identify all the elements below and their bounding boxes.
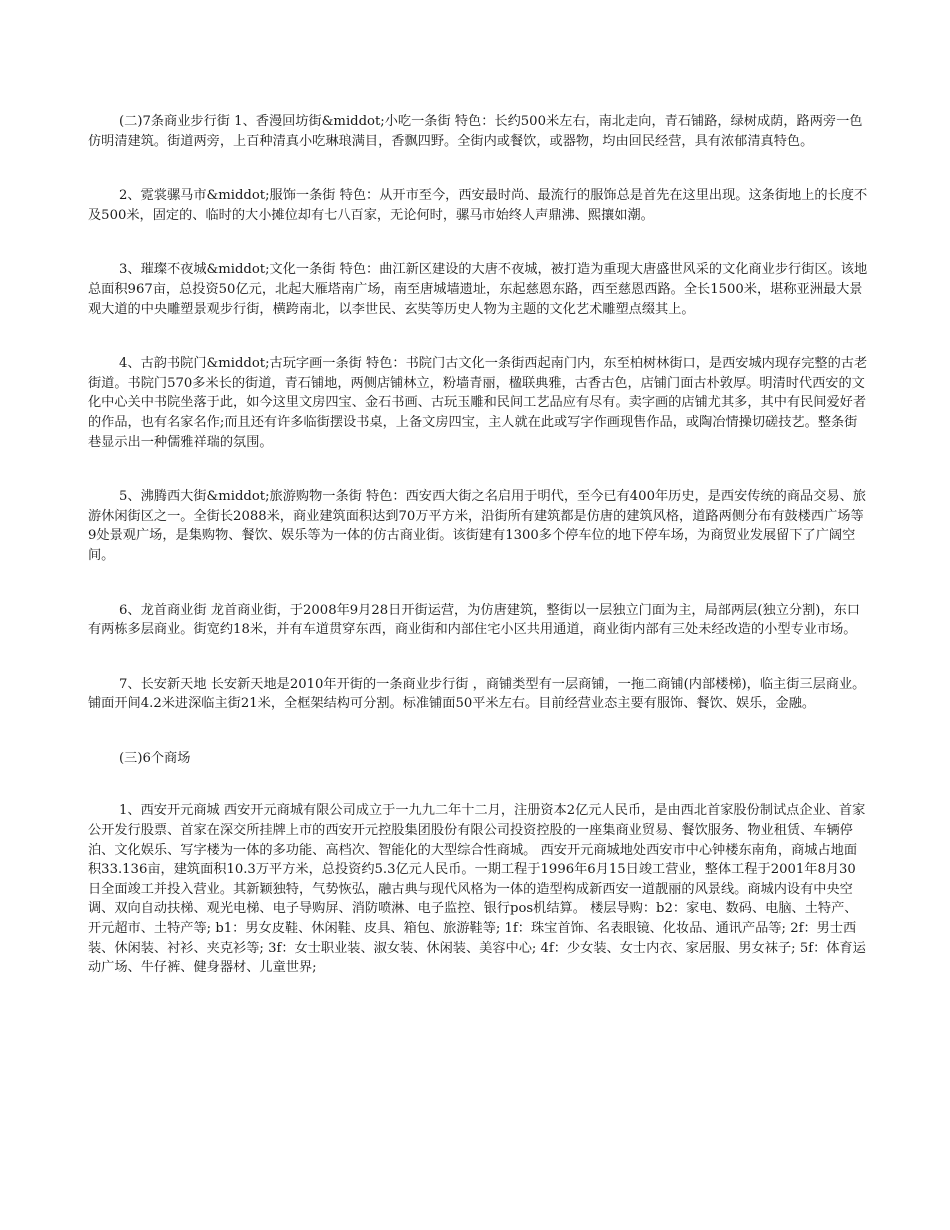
section-heading-malls: (三)6个商场 bbox=[119, 750, 191, 766]
paragraph-mall-1: 1、西安开元商城 西安开元商城有限公司成立于一九九二年十二月，注册资本2亿元人民币，是由西北首家股份制试点企业、首家公开发行股票、首家在深交所挂牌上市的西安开元控股集团股份有限公司投资控股的一座集商业贸易、餐饮服务、物业租赁、车辆停泊、文化娱乐、写字楼为一体的多功能、高档次、智能化的大型综合性商城。 西安开元商城地处西安市中心钟楼东南角，商城占地面积33.136亩，建筑面积10.3万平方米，总投资约5.3亿元人民币。一期工程于1996年6月15日竣工营业，整体工程于2001年8月30日全面竣工并投入营业。其新颖独特，气势恢弘，融古典与现代风格为一体的造型构成新西安一道靓丽的风景线。商城内设有中央空调、双向自动扶梯、观光电梯、电子导购屏、消防喷淋、电子监控、银行pos机结算。 楼层导购：b2：家电、数码、电脑、土特产、开元超市、土特产等; b1：男女皮鞋、休闲鞋、皮具、箱包、旅游鞋等; 1f：珠宝首饰、名表眼镜、化妆品、通讯产品等; 2f：男士西装、休闲装、衬衫、夹克衫等; 3f：女士职业装、淑女装、休闲装、美容中心; 4f：少女装、女士内衣、家居服、男女袜子; 5f：体育运动广场、牛仔裤、健身器材、儿童世界; bbox=[88, 803, 866, 976]
paragraph-street-2: 2、霓裳骡马市&middot;服饰一条街 特色：从开市至今，西安最时尚、最流行的服饰总是首先在这里出现。这条街地上的长度不及500米，固定的、临时的大小摊位却有七八百家，无论何时，骡马市始终人声鼎沸、熙攘如潮。 bbox=[88, 188, 868, 223]
paragraph-street-5: 5、沸腾西大街&middot;旅游购物一条街 特色：西安西大街之名启用于明代，至今已有400年历史，是西安传统的商品交易、旅游休闲街区之一。全街长2088米，商业建筑面积达到70万平方米，沿街所有建筑都是仿唐的建筑风格，道路两侧分布有鼓楼西广场等9处景观广场，是集购物、餐饮、娱乐等为一体的仿古商业街。该街建有1300多个停车位的地下停车场，为商贸业发展留下了广阔空间。 bbox=[88, 489, 866, 563]
paragraph-street-3: 3、璀璨不夜城&middot;文化一条街 特色：曲江新区建设的大唐不夜城，被打造为重现大唐盛世风采的文化商业步行街区。该地总面积967亩，总投资50亿元，北起大雁塔南广场，南至唐城墙遗址，东起慈恩东路，西至慈恩西路。全长1500米，堪称亚洲最大景观大道的中央雕塑景观步行街，横跨南北，以李世民、玄奘等历史人物为主题的文化艺术雕塑点缀其上。 bbox=[88, 262, 868, 317]
paragraph-street-4: 4、古韵书院门&middot;古玩字画一条街 特色：书院门古文化一条街西起南门内，东至柏树林街口，是西安城内现存完整的古老街道。书院门570多米长的街道，青石铺地，两侧店铺林立，粉墙青丽，楹联典雅，古香古色，店铺门面古朴敦厚。明清时代西安的文化中心关中书院坐落于此，如今这里文房四宝、金石书画、古玩玉雕和民间工艺品应有尽有。卖字画的店铺尤其多，其中有民间爱好者的作品，也有名家名作;而且还有许多临街摆设书桌，上备文房四宝，主人就在此或写字作画现售作品，或陶冶情操切磋技艺。整条街巷显示出一种儒雅祥瑞的氛围。 bbox=[88, 356, 868, 450]
document-body bbox=[88, 112, 868, 1013]
paragraph-section-2-street-1: (二)7条商业步行街 1、香漫回坊街&middot;小吃一条街 特色：长约500米左右，南北走向，青石铺路，绿树成荫，路两旁一色仿明清建筑。街道两旁，上百种清真小吃琳琅满目，香飘四野。全街内或餐饮，或器物，均由回民经营，具有浓郁清真特色。 bbox=[88, 114, 863, 149]
paragraph-street-6: 6、龙首商业街 龙首商业街，于2008年9月28日开街运营，为仿唐建筑，整街以一层独立门面为主，局部两层(独立分割)，东口有两栋多层商业。街宽约18米，并有车道贯穿东西，商业街和内部住宅小区共用通道，商业街内部有三处未经改造的小型专业市场。 bbox=[88, 602, 860, 638]
paragraph-street-7: 7、长安新天地 长安新天地是2010年开街的一条商业步行街 ，商铺类型有一层商铺，一拖二商铺(内部楼梯)，临主街三层商业。 铺面开间4.2米进深临主街21米，全框架结构可分割。标准铺面50平米左右。目前经营业态主要有服饰、餐饮、娱乐，金融。 bbox=[88, 676, 866, 712]
